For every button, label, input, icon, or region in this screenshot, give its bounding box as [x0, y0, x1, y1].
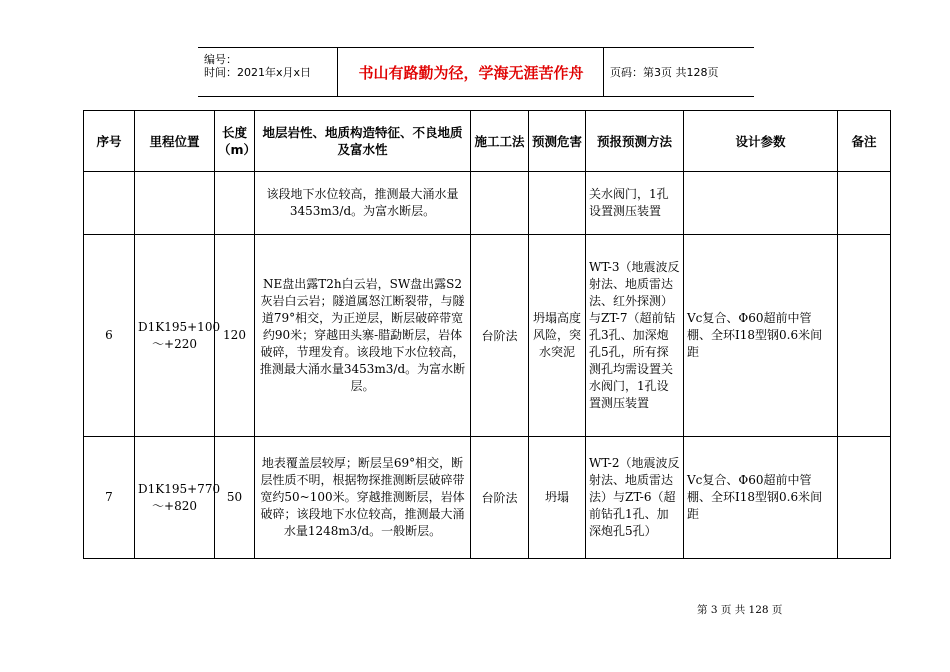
footer-page-number: 第 3 页 共 128 页 [697, 604, 783, 616]
table-row [84, 235, 891, 437]
cell-mileage: D1K195+770～+820 [135, 437, 215, 559]
cell-design: Vc复合、Φ60超前中管棚、全环Ⅰ18型钢0.6米间距 [684, 437, 838, 559]
table-row [84, 437, 891, 559]
cell-mileage: D1K195+100～+220 [135, 235, 215, 437]
date-label: 时间：2021年x月x日 [204, 66, 312, 79]
cell-construction: 台阶法 [471, 235, 529, 437]
cell-length: 50 [215, 437, 255, 559]
table-row-continued [84, 172, 891, 235]
cell-forecast: 关水阀门，1孔设置测压装置 [586, 172, 684, 235]
header-motto: 书山有路勤为径，学海无涯苦作舟 [339, 48, 604, 96]
cell-no: 6 [84, 235, 135, 437]
cell-geology: NE盘出露T2h白云岩，SW盘出露S2灰岩白云岩；隧道属怒江断裂带，与隧道79°相交，为正逆层，断层破碎带宽约90米；穿越田头寨-腊勐断层，岩体破碎，节理发育。该段地下水位较高，推测最大涌水量3453m3/d。为富水断层。 [255, 235, 471, 437]
table-header-row [84, 111, 891, 172]
cell-no: 7 [84, 437, 135, 559]
col-header-forecast: 预报预测方法 [586, 111, 684, 172]
col-header-geology: 地层岩性、地质构造特征、不良地质及富水性 [255, 111, 471, 172]
cell-construction: 台阶法 [471, 437, 529, 559]
col-header-no: 序号 [84, 111, 135, 172]
col-header-mileage: 里程位置 [135, 111, 215, 172]
cell-length: 120 [215, 235, 255, 437]
forecast-table [83, 110, 891, 559]
cell-geology: 地表覆盖层较厚；断层呈69°相交，断层性质不明，根据物探推测断层破碎带宽约50~100米。穿越推测断层，岩体破碎；该段地下水位较高，推测最大涌水量1248m3/d。一般断层。 [255, 437, 471, 559]
cell-remark [838, 235, 891, 437]
code-label: 编号： [204, 53, 237, 66]
cell-geology: 该段地下水位较高，推测最大涌水量3453m3/d。为富水断层。 [255, 172, 471, 235]
col-header-design: 设计参数 [684, 111, 838, 172]
cell-hazard: 坍塌高度风险，突水突泥 [529, 235, 586, 437]
col-header-remark: 备注 [838, 111, 891, 172]
col-header-hazard: 预测危害 [529, 111, 586, 172]
cell-remark [838, 437, 891, 559]
col-header-construction: 施工工法 [471, 111, 529, 172]
cell-hazard: 坍塌 [529, 437, 586, 559]
page-header [198, 47, 754, 97]
header-meta [198, 48, 338, 96]
col-header-length: 长度（m） [215, 111, 255, 172]
cell-design: Vc复合、Φ60超前中管棚、全环Ⅰ18型钢0.6米间距 [684, 235, 838, 437]
cell-forecast: WT-3（地震波反射法、地质雷达法、红外探测）与ZT-7（超前钻孔3孔、加深炮孔5孔，所有探测孔均需设置关水阀门，1孔设置测压装置 [586, 235, 684, 437]
header-page-number: 页码：第3页 共128页 [610, 66, 719, 79]
cell-forecast: WT-2（地震波反射法、地质雷达法）与ZT-6（超前钻孔1孔、加深炮孔5孔） [586, 437, 684, 559]
